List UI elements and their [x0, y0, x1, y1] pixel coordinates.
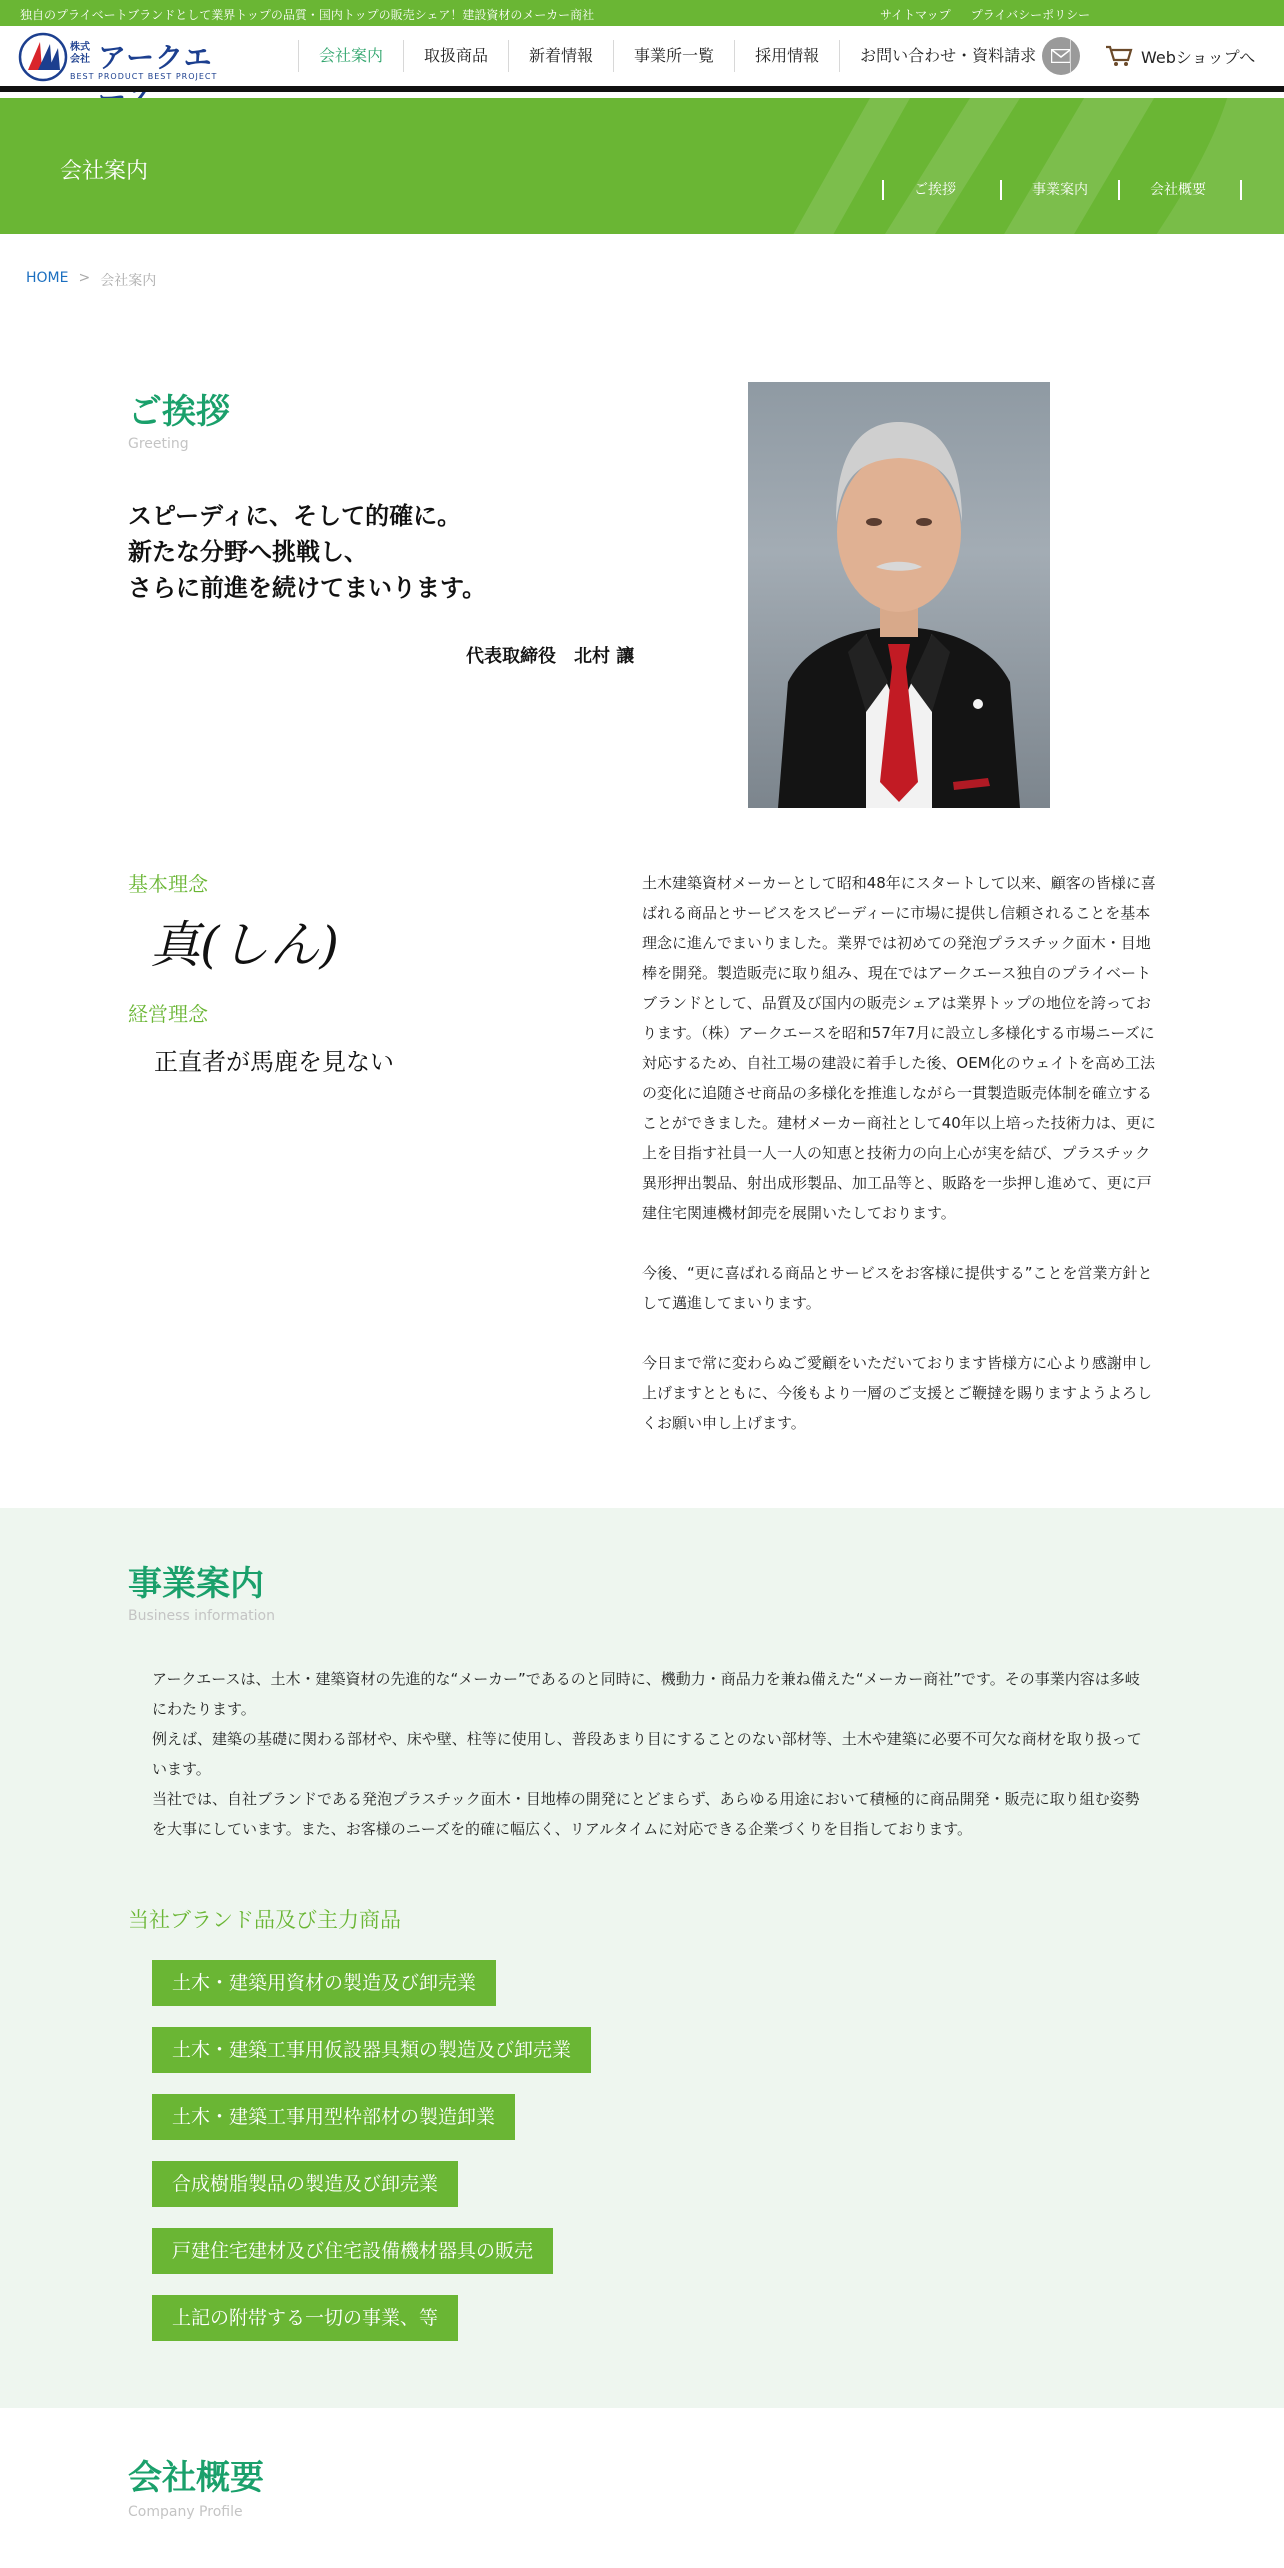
section-anchors — [882, 180, 1242, 200]
breadcrumb-separator: > — [78, 270, 91, 286]
greeting-subheading: Greeting — [128, 436, 189, 452]
greeting-paragraph: 土木建築資材メーカーとして昭和48年にスタートして以来、顧客の皆様に喜ばれる商品とサービスをスピーディーに市場に提供し信頼されることを基本理念に進んでまいりました。業界では初めての発泡プラスチック面木・目地棒を開発。製造販売に取り組み、現在ではアークエース独自のプライベートブランドとして、品質及び国内の販売シェアは業界トップの地位を誇っております。（株）アークエースを昭和57年7月に設立し多様化する市場ニーズに対応するため、自社工場の建設に着手した後、OEM化のウェイトを高め工法の変化に追随させ商品の多様化を推進しながら一貫製造販売体制を確立することができました。建材メーカー商社として40年以上培った技術力は、更に上を目指す社員一人一人の知恵と技術力の向上心が実を結び、プラスチック異形押出製品、射出成形製品、加工品等と、販路を一歩押し進めて、更に戸建住宅関連機材卸売を展開いたしております。 — [642, 874, 1156, 1222]
breadcrumb — [26, 270, 156, 290]
business-item-button[interactable]: 戸建住宅建材及び住宅設備機材器具の販売 — [152, 2228, 553, 2274]
breadcrumb-home[interactable]: HOME — [26, 270, 69, 286]
anchor-greeting[interactable]: ご挨拶 — [882, 180, 1000, 200]
nav-item-offices[interactable]: 事業所一覧 — [613, 40, 734, 72]
hero-decoration — [760, 98, 1284, 234]
site-tagline: 独自のプライベートブランドとして業界トップの品質・国内トップの販売シェア！建設資材のメーカー商社 — [20, 8, 595, 22]
nav-item-news[interactable]: 新着情報 — [508, 40, 613, 72]
nav-item-recruit[interactable]: 採用情報 — [734, 40, 839, 72]
president-photo — [748, 382, 1050, 808]
business-paragraph: 例えば、建築の基礎に関わる部材や、床や壁、柱等に使用し、普段あまり目にすることのない部材等、土木や建築に必要不可欠な商材を取り扱っています。 — [152, 1730, 1142, 1778]
header-divider — [0, 86, 1284, 92]
business-item-button[interactable]: 土木・建築用資材の製造及び卸売業 — [152, 1960, 496, 2006]
profile-subheading: Company Profile — [128, 2504, 243, 2520]
greeting-message — [642, 868, 1156, 1468]
business-item-button[interactable]: 土木・建築工事用仮設器具類の製造及び卸売業 — [152, 2027, 591, 2073]
business-heading: 事業案内 — [128, 1564, 264, 1604]
business-subheading: Business information — [128, 1608, 275, 1624]
business-description — [152, 1664, 1152, 1844]
profile-heading: 会社概要 — [128, 2458, 264, 2498]
privacy-policy-link[interactable]: プライバシーポリシー — [970, 8, 1091, 22]
greeting-heading: ご挨拶 — [128, 392, 230, 432]
nav-item-contact[interactable] — [839, 40, 1100, 72]
president-name: 代表取締役 北村 讓 — [466, 646, 635, 667]
nav-item-products[interactable]: 取扱商品 — [403, 40, 508, 72]
page-title: 会社案内 — [60, 159, 149, 184]
page-hero — [0, 98, 1284, 234]
logo-kabushiki: 株式 会社 — [70, 42, 90, 65]
top-bar — [0, 0, 1284, 26]
management-philosophy-value: 正直者が馬鹿を見ない — [154, 1048, 394, 1076]
basic-philosophy-calligraphy: 真(しん) — [150, 916, 340, 974]
anchor-business[interactable]: 事業案内 — [1000, 180, 1118, 200]
business-item-button[interactable]: 合成樹脂製品の製造及び卸売業 — [152, 2161, 458, 2207]
contact-label: お問い合わせ・資料請求 — [860, 46, 1037, 65]
site-header — [0, 26, 1284, 86]
webshop-label: Webショップへ — [1141, 47, 1256, 67]
top-links — [880, 6, 1090, 23]
logo-name: アークエ — [98, 41, 213, 74]
greeting-paragraph: 今後、“更に喜ばれる商品とサービスをお客様に提供する”ことを営業方針として邁進してまいります。 — [642, 1264, 1153, 1312]
nav-item-company[interactable]: 会社案内 — [298, 40, 403, 72]
sitemap-link[interactable]: サイトマップ — [880, 8, 951, 22]
business-item-button[interactable]: 土木・建築工事用型枠部材の製造卸業 — [152, 2094, 515, 2140]
business-paragraph: アークエースは、土木・建築資材の先進的な“メーカー”であるのと同時に、機動力・商品力を兼ね備えた“メーカー商社”です。その事業内容は多岐にわたります。 — [152, 1670, 1140, 1718]
main-nav — [298, 40, 1100, 72]
cart-icon — [1105, 44, 1133, 68]
brand-products-heading: 当社ブランド品及び主力商品 — [128, 1908, 401, 1932]
logo-mark-icon — [18, 32, 68, 82]
greeting-slogan: スピーディに、そして的確に。 新たな分野へ挑戦し、 さらに前進を続けてまいります。 — [128, 502, 487, 602]
breadcrumb-current: 会社案内 — [100, 273, 157, 289]
anchor-profile[interactable]: 会社概要 — [1118, 180, 1242, 200]
business-item-button[interactable]: 上記の附帯する一切の事業、等 — [152, 2295, 458, 2341]
webshop-link[interactable] — [1070, 40, 1255, 72]
logo-subtitle: BEST PRODUCT BEST PROJECT — [70, 72, 218, 81]
business-paragraph: 当社では、自社ブランドである発泡プラスチック面木・目地棒の開発にとどまらず、あらゆる用途において積極的に商品開発・販売に取り組む姿勢を大事にしています。また、お客様のニーズを的確に幅広く、リアルタイムに対応できる企業づくりを目指しております。 — [152, 1790, 1140, 1838]
basic-philosophy-label: 基本理念 — [128, 872, 208, 896]
greeting-paragraph: 今日まで常に変わらぬご愛顧をいただいております皆様方に心より感謝申し上げますとともに、今後もより一層のご支援とご鞭撻を賜りますようよろしくお願い申し上げます。 — [642, 1354, 1153, 1432]
company-logo[interactable] — [18, 32, 232, 82]
business-items — [152, 1960, 591, 2362]
management-philosophy-label: 経営理念 — [128, 1002, 208, 1026]
